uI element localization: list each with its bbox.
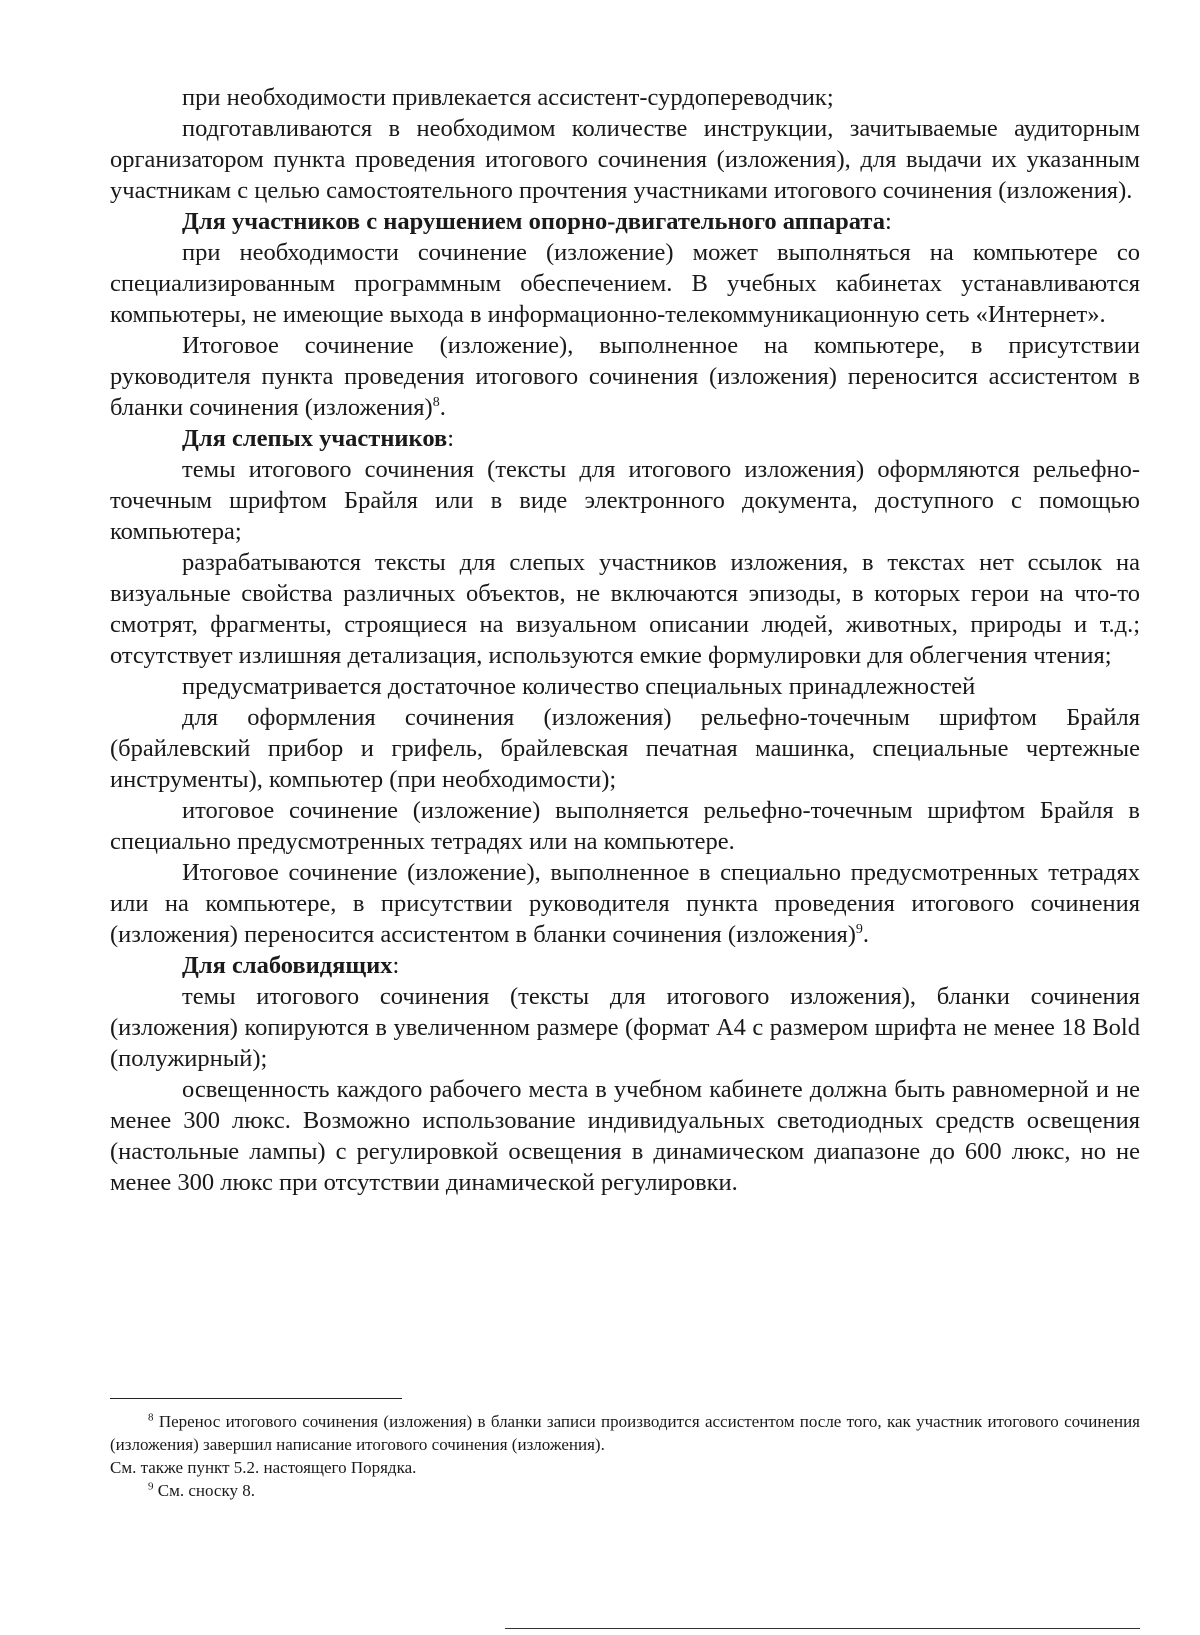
paragraph-transfer-braille xyxy=(110,857,1140,950)
heading-text: Для слабовидящих xyxy=(182,952,393,979)
footnote-mark-8: 8 xyxy=(148,1411,154,1424)
paragraph-braille-tools: для оформления сочинения (изложения) рельефно-точечным шрифтом Брайля (брайлевский прибор и грифель, брайлевская печатная машинка, специальные чертежные инструменты), компьютер (при необходимости); xyxy=(110,704,1140,793)
paragraph-computer-use: при необходимости сочинение (изложение) может выполняться на компьютере со специализированным программным обеспечением. В учебных кабинетах устанавливаются компьютеры, не имеющие выхода в информационно-телекоммуникационную сеть «Интернет». xyxy=(110,239,1140,328)
scan-edge-line xyxy=(505,1628,1140,1629)
heading-text: Для участников с нарушением опорно-двигательного аппарата xyxy=(182,208,885,235)
footnotes xyxy=(110,1410,1140,1502)
section-heading-blind xyxy=(110,423,1140,454)
paragraph-sign-interpreter: при необходимости привлекается ассистент-сурдопереводчик; xyxy=(182,84,834,111)
paragraph-end: . xyxy=(862,921,869,948)
paragraph-end: . xyxy=(439,394,446,421)
paragraph-braille-topics: темы итогового сочинения (тексты для итогового изложения) оформляются рельефно-точечным шрифтом Брайля или в виде электронного документа, доступного с помощью компьютера; xyxy=(110,456,1140,545)
footnote-ref-8: 8 xyxy=(432,394,440,410)
footnote-ref-9: 9 xyxy=(855,921,863,937)
footnote-8 xyxy=(110,1410,1140,1456)
paragraph-blind-texts: разрабатываются тексты для слепых участников изложения, в текстах нет ссылок на визуальные свойства различных объектов, не включаются эпизоды, в которых герои на что-то смотрят, фрагменты, строящиеся на визуальном описании людей, животных, природы и т.д.; отсутствует излишняя детализация, используются емкие формулировки для облегчения чтения; xyxy=(110,549,1140,669)
footnote-9 xyxy=(110,1479,1140,1502)
section-heading-musculoskeletal xyxy=(110,206,1140,237)
paragraph-text: Итоговое сочинение (изложение), выполненное в специально предусмотренных тетрадях или на компьютере, в присутствии руководителя пункта проведения итогового сочинения (изложения) переносится ассистентом в бланки сочинения (изложения) xyxy=(110,859,1140,948)
document-body xyxy=(110,82,1140,1198)
paragraph-text: Итоговое сочинение (изложение), выполненное на компьютере, в присутствии руководителя пункта проведения итогового сочинения (изложения) переносится ассистентом в бланки сочинения (изложения) xyxy=(110,332,1140,421)
paragraph-transfer-computer xyxy=(110,330,1140,423)
heading-colon: : xyxy=(447,425,455,452)
heading-colon: : xyxy=(884,208,892,235)
footnote-separator xyxy=(110,1398,402,1399)
footnote-text: Перенос итогового сочинения (изложения) в бланки записи производится ассистентом после того, как участник итогового сочинения (изложения) завершил написание итогового сочинения (изложения). xyxy=(110,1412,1140,1454)
paragraph-instructions: подготавливаются в необходимом количестве инструкции, зачитываемые аудиторным организатором пункта проведения итогового сочинения (изложения), для выдачи их указанным участникам с целью самостоятельного прочтения участниками итогового сочинения (изложения). xyxy=(110,115,1140,204)
paragraph-braille-writing: итоговое сочинение (изложение) выполняется рельефно-точечным шрифтом Брайля в специально предусмотренных тетрадях или на компьютере. xyxy=(110,797,1140,855)
footnote-mark-9: 9 xyxy=(148,1480,154,1493)
heading-colon: : xyxy=(392,952,400,979)
section-heading-low-vision xyxy=(110,950,1140,981)
paragraph-lighting: освещенность каждого рабочего места в учебном кабинете должна быть равномерной и не менее 300 люкс. Возможно использование индивидуальных светодиодных средств освещения (настольные лампы) с регулировкой освещения в динамическом диапазоне до 600 люкс, но не менее 300 люкс при отсутствии динамической регулировки. xyxy=(110,1076,1140,1196)
footnote-text: См. сноску 8. xyxy=(153,1481,255,1500)
paragraph-supplies: предусматривается достаточное количество специальных принадлежностей xyxy=(182,673,976,700)
paragraph-enlarged-copies: темы итогового сочинения (тексты для итогового изложения), бланки сочинения (изложения) копируются в увеличенном размере (формат А4 с размером шрифта не менее 18 Bold (полужирный); xyxy=(110,983,1140,1072)
heading-text: Для слепых участников xyxy=(182,425,448,452)
footnote-8-continuation: См. также пункт 5.2. настоящего Порядка. xyxy=(110,1458,417,1477)
